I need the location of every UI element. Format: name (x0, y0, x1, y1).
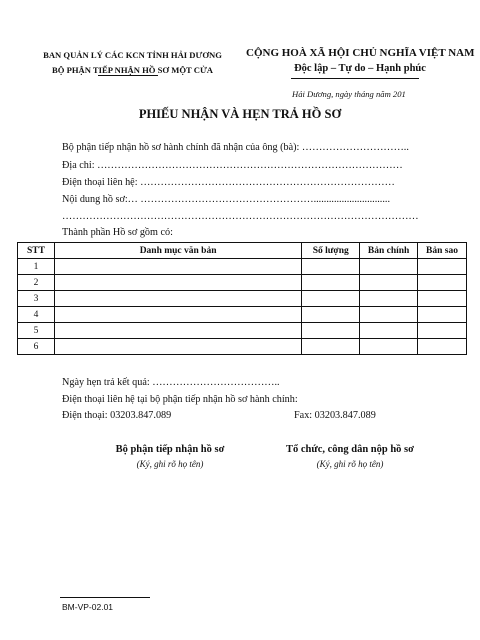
table-row (18, 323, 467, 339)
row-number: 4 (18, 307, 55, 323)
col-header-quantity: Số lượng (302, 243, 360, 259)
table-header-row (18, 243, 467, 259)
document-title: PHIẾU NHẬN VÀ HẸN TRẢ HỒ SƠ (138, 107, 342, 121)
submitter-signature-note: (Ký, ghi rõ họ tên) (316, 459, 384, 469)
contact-intro: Điện thoại liên hệ tại bộ phận tiếp nhận hồ sơ hành chính: (62, 394, 298, 405)
form-code: BM-VP-02.01 (62, 602, 114, 612)
received-from-field: Bộ phận tiếp nhận hồ sơ hành chính đã nhận của ông (bà): ………………………….. (62, 142, 409, 153)
form-code-rule (60, 597, 150, 598)
document-cell (54, 275, 301, 291)
quantity-cell (302, 339, 360, 355)
content-field: Nội dung hồ sơ:… …………………………………………….............................. (62, 194, 390, 205)
quantity-cell (302, 291, 360, 307)
agency-underline (98, 75, 158, 76)
return-date-field: Ngày hẹn trả kết quả: ……………………………….. (62, 377, 280, 388)
original-cell (360, 323, 418, 339)
motto-underline (291, 78, 419, 79)
national-header (246, 45, 474, 77)
quantity-cell (302, 259, 360, 275)
document-cell (54, 339, 301, 355)
receiver-signature-block (70, 441, 270, 469)
national-title: CỘNG HOÀ XÃ HỘI CHỦ NGHĨA VIỆT NAM (246, 47, 475, 59)
table-row (18, 291, 467, 307)
row-number: 5 (18, 323, 55, 339)
original-cell (360, 307, 418, 323)
receiver-signature-note: (Ký, ghi rõ họ tên) (136, 459, 204, 469)
national-motto: Độc lập – Tự do – Hạnh phúc (294, 63, 426, 74)
agency-name: BAN QUẢN LÝ CÁC KCN TỈNH HẢI DƯƠNG (43, 50, 222, 60)
original-cell (360, 291, 418, 307)
row-number: 1 (18, 259, 55, 275)
copy-cell (418, 291, 467, 307)
quantity-cell (302, 275, 360, 291)
copy-cell (418, 307, 467, 323)
copy-cell (418, 339, 467, 355)
original-cell (360, 339, 418, 355)
row-number: 2 (18, 275, 55, 291)
col-header-document-list: Danh mục văn bản (54, 243, 301, 259)
submitter-signature-title: Tổ chức, công dân nộp hồ sơ (286, 444, 414, 455)
phone-field: Điện thoại liên hệ: ………………………………………………………………… (62, 177, 395, 188)
document-cell (54, 323, 301, 339)
agency-header (20, 48, 245, 78)
quantity-cell (302, 307, 360, 323)
components-label: Thành phần Hồ sơ gồm có: (62, 227, 173, 238)
copy-cell (418, 323, 467, 339)
document-cell (54, 259, 301, 275)
col-header-copy: Bản sao (418, 243, 467, 259)
copy-cell (418, 259, 467, 275)
document-cell (54, 291, 301, 307)
original-cell (360, 275, 418, 291)
col-header-stt: STT (18, 243, 55, 259)
table-row (18, 339, 467, 355)
content-continuation: …………………………………………………………………………………………… (62, 211, 419, 222)
table-row (18, 307, 467, 323)
quantity-cell (302, 323, 360, 339)
copy-cell (418, 275, 467, 291)
date-line: Hải Dương, ngày tháng năm 201 (292, 89, 406, 99)
contact-fax: Fax: 03203.847.089 (294, 410, 376, 421)
department-name: BỘ PHẬN TIẾP NHẬN HỒ SƠ MỘT CỬA (52, 65, 213, 75)
table-row (18, 259, 467, 275)
document-cell (54, 307, 301, 323)
original-cell (360, 259, 418, 275)
address-field: Địa chỉ: ……………………………………………………………………………… (62, 160, 403, 171)
col-header-original: Bản chính (360, 243, 418, 259)
contact-phone: Điện thoại: 03203.847.089 (62, 410, 172, 421)
receiver-signature-title: Bộ phận tiếp nhận hồ sơ (115, 444, 225, 455)
row-number: 6 (18, 339, 55, 355)
documents-table (17, 242, 467, 355)
table-row (18, 275, 467, 291)
submitter-signature-block (250, 441, 450, 469)
row-number: 3 (18, 291, 55, 307)
